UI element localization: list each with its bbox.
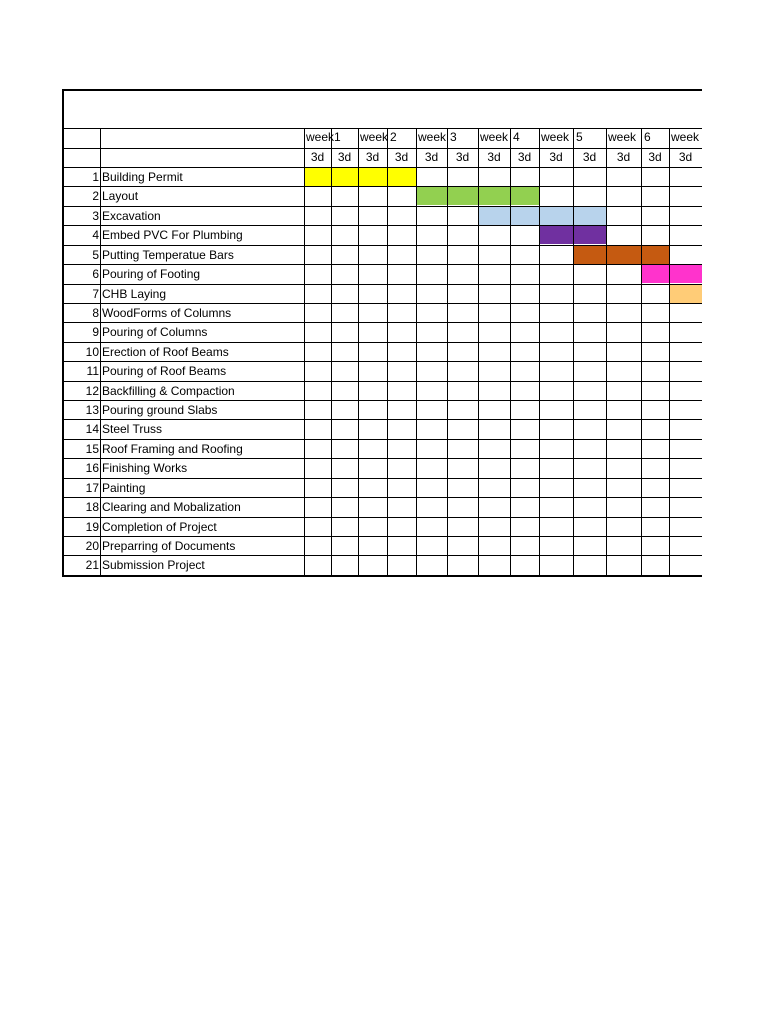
schedule-bar-segment: [642, 265, 669, 283]
week-number: 6: [644, 130, 651, 144]
schedule-bar-segment: [479, 207, 510, 225]
grid-line-vertical: [304, 128, 305, 575]
task-number: 12: [85, 384, 99, 398]
grid-line-vertical: [387, 128, 388, 575]
schedule-bar-segment: [574, 246, 606, 264]
task-number: 5: [92, 248, 99, 262]
task-number: 4: [92, 228, 99, 242]
schedule-bar-segment: [670, 265, 702, 283]
week-label: week: [541, 130, 570, 144]
task-number: 16: [85, 461, 99, 475]
day-label: 3d: [678, 150, 693, 164]
week-number: 4: [513, 130, 520, 144]
schedule-bar-segment: [574, 226, 606, 244]
week-label: week: [360, 130, 389, 144]
schedule-bar-segment: [540, 226, 573, 244]
day-label: 3d: [455, 150, 470, 164]
task-name: CHB Laying: [102, 287, 167, 301]
task-number: 10: [85, 345, 99, 359]
task-number: 19: [85, 520, 99, 534]
week-number: 3: [450, 130, 457, 144]
day-label: 3d: [394, 150, 409, 164]
schedule-bar-segment: [540, 207, 573, 225]
day-label: 3d: [616, 150, 631, 164]
schedule-bar-segment: [511, 187, 539, 205]
schedule-bar-segment: [332, 168, 358, 186]
task-name: Building Permit: [102, 170, 183, 184]
task-name: Clearing and Mobalization: [102, 500, 241, 514]
task-name: Excavation: [102, 209, 161, 223]
schedule-bar-segment: [642, 246, 669, 264]
task-number: 9: [92, 325, 99, 339]
task-number: 7: [92, 287, 99, 301]
week-label: week: [480, 130, 509, 144]
task-number: 2: [92, 189, 99, 203]
week-number: 1: [334, 130, 341, 144]
grid-line-vertical: [573, 128, 574, 575]
task-name: Layout: [102, 189, 139, 203]
grid-line-horizontal: [62, 89, 702, 91]
schedule-bar-segment: [607, 246, 641, 264]
task-name: Steel Truss: [102, 422, 163, 436]
task-name: Putting Temperatue Bars: [102, 248, 234, 262]
week-label: week: [418, 130, 447, 144]
task-number: 14: [85, 422, 99, 436]
task-number: 1: [92, 170, 99, 184]
schedule-bar-segment: [388, 168, 416, 186]
task-name: Completion of Project: [102, 520, 217, 534]
day-label: 3d: [365, 150, 380, 164]
grid-line-vertical: [539, 128, 540, 575]
task-name: Pouring of Footing: [102, 267, 201, 281]
day-label: 3d: [582, 150, 597, 164]
week-label: week: [306, 130, 335, 144]
task-name: Pouring of Roof Beams: [102, 364, 227, 378]
schedule-bar-segment: [448, 187, 478, 205]
schedule-bar-segment: [479, 187, 510, 205]
grid-line-vertical: [100, 128, 101, 575]
day-label: 3d: [424, 150, 439, 164]
grid-line-horizontal: [62, 575, 702, 577]
task-name: Submission Project: [102, 558, 205, 572]
task-name: Pouring of Columns: [102, 325, 208, 339]
task-name: Backfilling & Compaction: [102, 384, 235, 398]
task-name: WoodForms of Columns: [102, 306, 232, 320]
day-label: 3d: [517, 150, 532, 164]
grid-line-vertical: [606, 128, 607, 575]
task-number: 11: [86, 364, 99, 378]
week-label: week: [608, 130, 637, 144]
task-name: Painting: [102, 481, 146, 495]
task-number: 8: [92, 306, 99, 320]
gantt-spreadsheet: [62, 89, 702, 577]
schedule-bar-segment: [359, 168, 387, 186]
day-label: 3d: [487, 150, 501, 164]
task-name: Erection of Roof Beams: [102, 345, 229, 359]
task-number: 15: [85, 442, 99, 456]
task-name: Pouring ground Slabs: [102, 403, 218, 417]
task-number: 17: [85, 481, 99, 495]
schedule-bar-segment: [417, 187, 447, 205]
task-number: 3: [92, 209, 99, 223]
day-label: 3d: [310, 150, 325, 164]
schedule-bar-segment: [574, 207, 606, 225]
week-label: week: [671, 130, 700, 144]
week-number: 2: [390, 130, 397, 144]
grid-line-vertical: [669, 128, 670, 575]
day-label: 3d: [648, 150, 662, 164]
schedule-bar-segment: [305, 168, 331, 186]
task-name: Embed PVC For Plumbing: [102, 228, 243, 242]
title-row: [62, 89, 702, 128]
grid-line-vertical: [641, 128, 642, 575]
task-number: 6: [92, 267, 99, 281]
grid-line-vertical: [331, 128, 332, 575]
task-number: 20: [85, 539, 99, 553]
task-name: Preparring of Documents: [102, 539, 236, 553]
day-label: 3d: [337, 150, 352, 164]
task-number: 18: [85, 500, 99, 514]
schedule-bar-segment: [670, 285, 702, 303]
day-label: 3d: [549, 150, 563, 164]
week-number: 5: [576, 130, 583, 144]
task-number: 13: [85, 403, 99, 417]
grid-line-vertical: [358, 128, 359, 575]
schedule-bar-segment: [511, 207, 539, 225]
task-name: Finishing Works: [102, 461, 188, 475]
task-number: 21: [85, 558, 99, 572]
task-name: Roof Framing and Roofing: [102, 442, 243, 456]
